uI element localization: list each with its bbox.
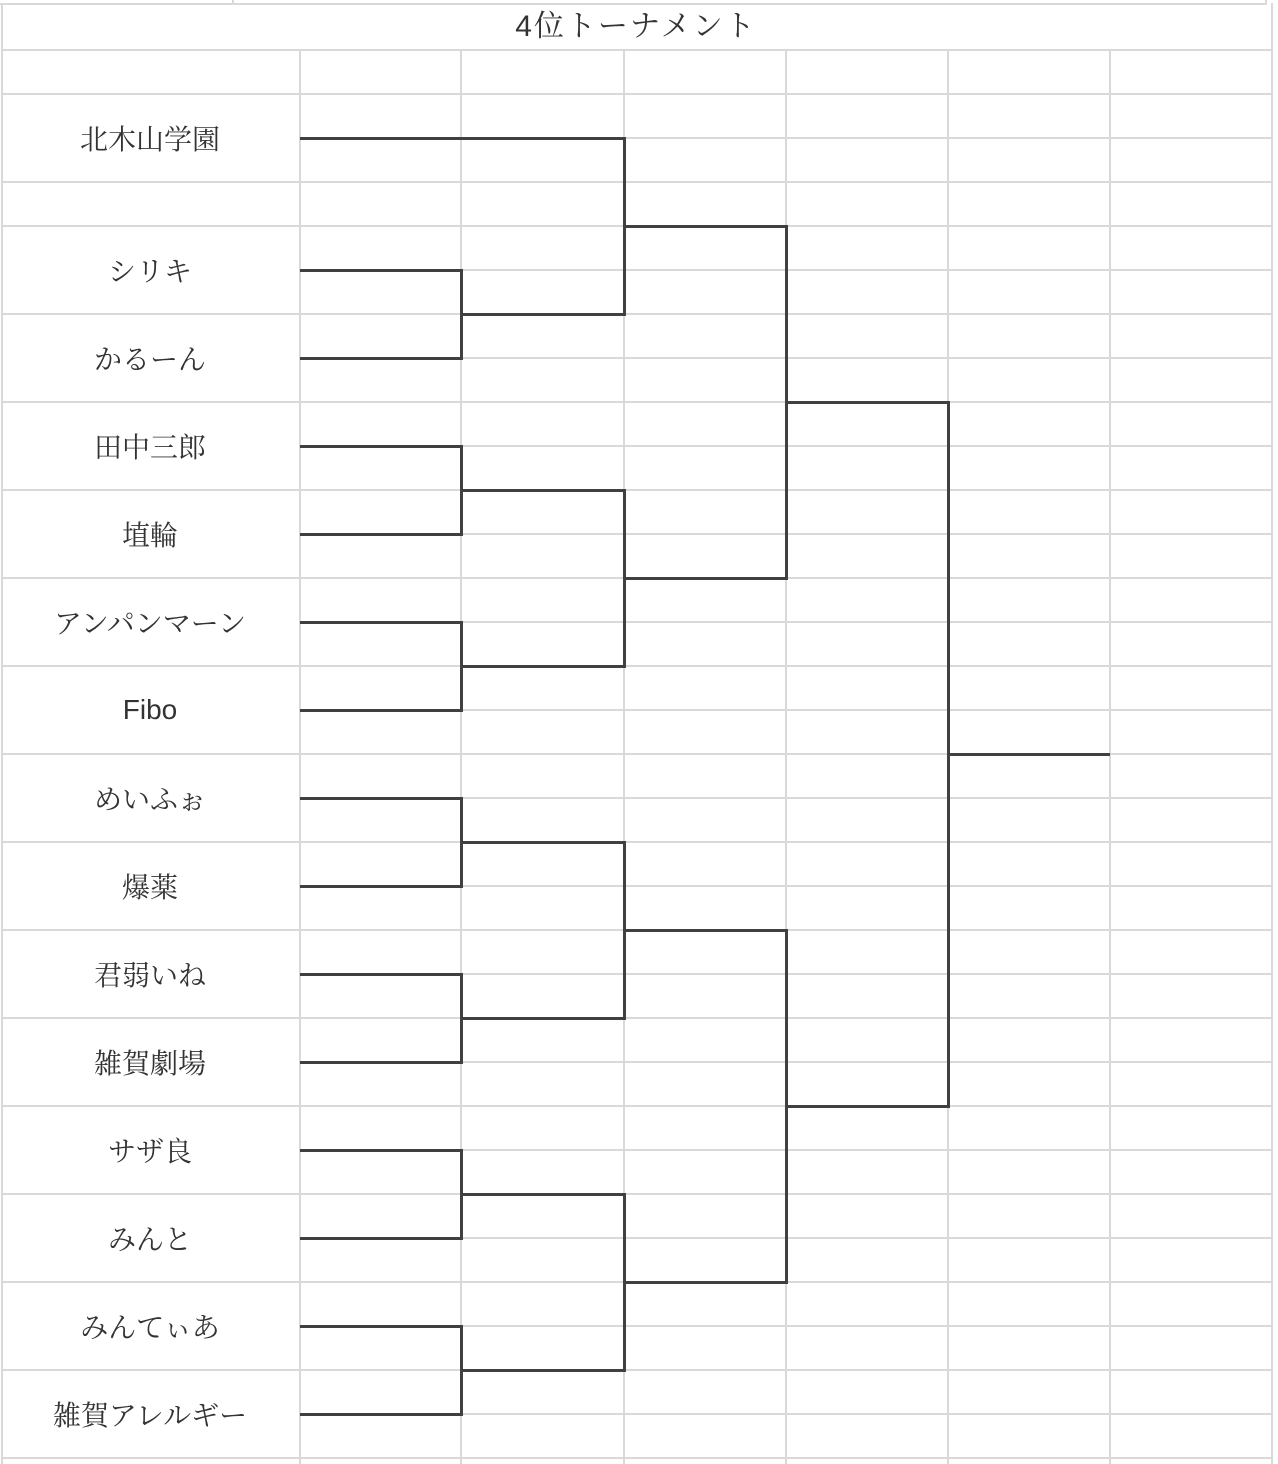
participant-seed-line	[300, 1061, 461, 1064]
participant-name: 田中三郎	[93, 432, 206, 463]
participant-name: みんてぃあ	[80, 1312, 220, 1343]
winner-advance-line	[461, 665, 624, 668]
participant-name: 爆薬	[121, 872, 178, 903]
participant-seed-line	[300, 621, 461, 624]
participant-seed-line	[300, 269, 461, 272]
grid-line	[0, 3, 1266, 5]
winner-advance-line	[461, 489, 624, 492]
participant-name: めいふぉ	[93, 784, 206, 815]
participant-seed-line	[300, 357, 461, 360]
winner-advance-line	[461, 1369, 624, 1372]
participant-seed-line	[300, 885, 461, 888]
participant-seed-line	[300, 533, 461, 536]
participant-name: シリキ	[107, 256, 192, 287]
grid-line	[1109, 49, 1111, 1464]
winner-advance-line	[786, 1105, 948, 1108]
grid-line	[232, 0, 234, 5]
participant-name: アンパンマーン	[53, 608, 247, 639]
participant-seed-line	[300, 709, 461, 712]
participant-seed-line	[300, 1149, 461, 1152]
participant-seed-line	[300, 973, 461, 976]
participant-seed-line	[300, 1413, 461, 1416]
participant-name: サザ良	[107, 1136, 192, 1167]
winner-advance-line	[948, 753, 1110, 756]
winner-advance-line	[461, 313, 624, 316]
participant-name: 君弱いね	[93, 960, 206, 991]
participant-name: かるーん	[93, 344, 206, 375]
participant-seed-line	[300, 445, 461, 448]
participant-name: 北木山学園	[79, 124, 220, 155]
winner-advance-line	[461, 1193, 624, 1196]
participant-name: みんと	[107, 1224, 192, 1255]
grid-line	[1271, 3, 1273, 1464]
page-title: 4位トーナメント	[515, 10, 757, 43]
participant-seed-line	[300, 1325, 461, 1328]
winner-advance-line	[624, 225, 786, 228]
winner-advance-line	[624, 1281, 786, 1284]
winner-advance-line	[461, 1017, 624, 1020]
grid-line	[1265, 0, 1267, 5]
grid-line	[2, 49, 1272, 51]
participant-name: 埴輪	[121, 520, 178, 551]
participant-seed-line	[300, 1237, 461, 1240]
participant-name: Fibo	[122, 694, 178, 725]
participant-seed-line	[300, 797, 461, 800]
participant-seed-line	[300, 137, 624, 140]
grid-line	[460, 49, 462, 1464]
winner-advance-line	[624, 929, 786, 932]
winner-advance-line	[624, 577, 786, 580]
participant-name: 雑賀劇場	[93, 1048, 206, 1079]
winner-advance-line	[786, 401, 948, 404]
winner-advance-line	[461, 841, 624, 844]
participant-name: 雑賀アレルギー	[52, 1400, 248, 1431]
